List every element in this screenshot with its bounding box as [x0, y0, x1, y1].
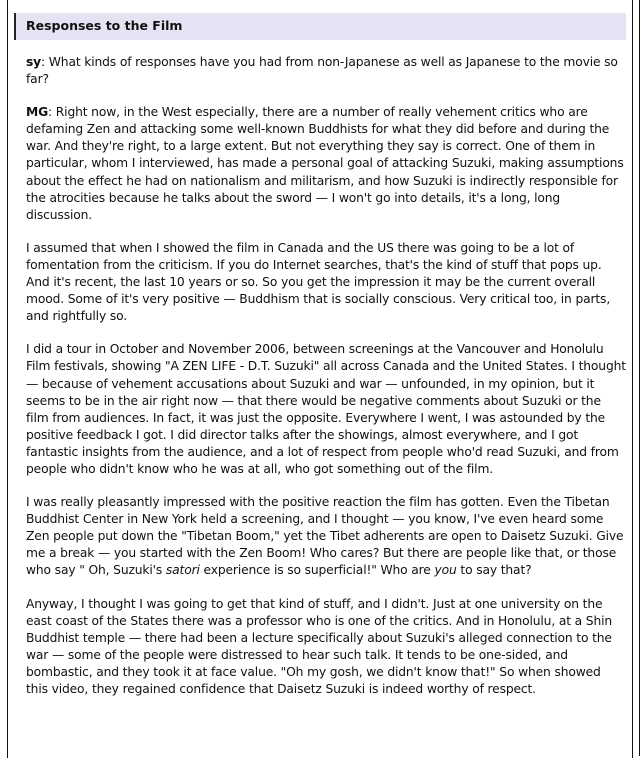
- answer-paragraph: [26, 494, 626, 579]
- window-edge: [639, 0, 640, 756]
- question-text: : What kinds of responses have you had from non-Japanese as well as Japanese to the movie so far?: [26, 55, 618, 87]
- interview-content: [26, 54, 626, 714]
- section-header: [14, 13, 626, 40]
- speaker-label: sy: [26, 55, 42, 69]
- question-paragraph: [26, 54, 626, 88]
- answer-text: : Right now, in the West especially, there are a number of really vehement critics who are defaming Zen and attacking some well-known Buddhists for what they did before and during the war. And they're right, to a large extent. But not everything they say is correct. One of them in particular, whom I interviewed, has made a personal goal of attacking Suzuki, making assumptions about the effect he had on nationalism and militarism, and how Suzuki is indirectly responsible for the atrocities because he talks about the sword — I won't go into details, it's a long, long discussion.: [26, 105, 624, 222]
- answer-paragraph: I did a tour in October and November 2006, between screenings at the Vancouver and Honolulu Film festivals, showing "A ZEN LIFE - D.T. Suzuki" all across Canada and the United States. I thought — because of vehement accusations about Suzuki and war — unfounded, in my opinion, but it seems to be in the air right now — that there would be negative comments about Suzuki or the film from audiences. In fact, it was just the opposite. Everywhere I went, I was astounded by the positive feedback I got. I did director talks after the showings, almost everywhere, and I got fantastic insights from the audience, and a lot of respect from people who'd read Suzuki, and from people who didn't know who he was at all, who got something out of the film.: [26, 342, 626, 476]
- section-title: Responses to the Film: [26, 18, 183, 33]
- emphasis-you: you: [434, 563, 457, 578]
- paragraph-text: experience is so superficial!" Who are: [199, 563, 435, 578]
- paragraph-text: I was really pleasantly impressed with the positive reaction the film has gotten. Even the Tibetan Buddhist Center in New York held a screening, and I thought — you know, I've even heard some Zen people put down the "Tibetan Boom," yet the Tibet adherents are open to Daisetz Suzuki. Give me a break — you started with the Zen Boom! Who cares? But there are people like that, or those who say " Oh, Suzuki's: [26, 495, 624, 578]
- answer-paragraph: Anyway, I thought I was going to get that kind of stuff, and I didn't. Just at one university on the east coast of the States there was a professor who is one of the critics. And in Honolulu, at a Shin Buddhist temple — there had been a lecture specifically about Suzuki's alleged connection to the war — some of the people were distressed to hear such talk. It tends to be one-sided, and bombastic, and they took it at face value. "Oh my gosh, we didn't know that!" So when showed this video, they regained confidence that Daisetz Suzuki is indeed worthy of respect.: [26, 596, 613, 696]
- answer-paragraph: [26, 104, 626, 224]
- answer-paragraph: I assumed that when I showed the film in Canada and the US there was going to be a lot of fomentation from the criticism. If you do Internet searches, that's the kind of stuff that pops up. And it's recent, the last 10 years or so. So you get the impression it may be the current overall mood. Some of it's very positive — Buddhism that is socially conscious. Very critical too, in parts, and rightfully so.: [26, 240, 611, 324]
- emphasis-satori: satori: [165, 563, 200, 578]
- paragraph-text: to say that?: [456, 563, 532, 578]
- speaker-label: MG: [26, 105, 49, 120]
